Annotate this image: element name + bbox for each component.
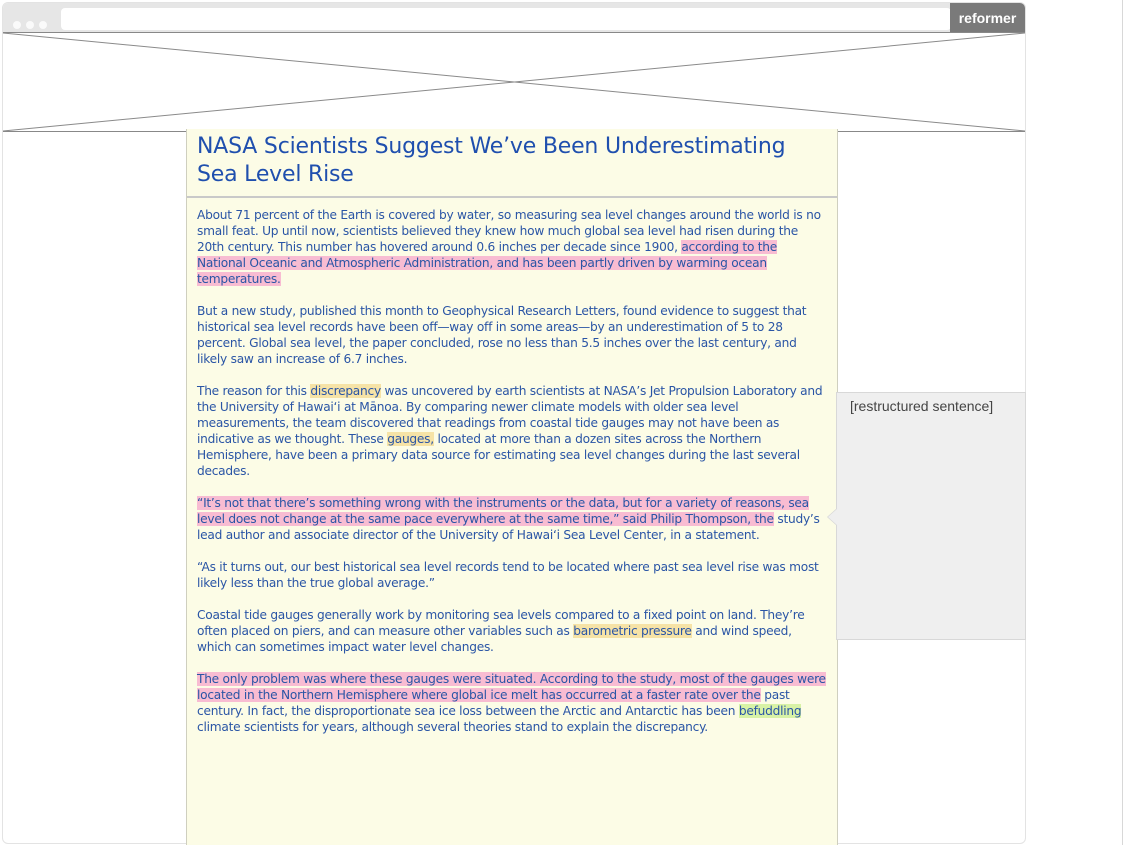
paragraph-text: Coastal tide gauges generally work by monitoring sea levels compared to a fixed point on land. They’re often placed on piers, and can measure other variables such as bbox=[197, 608, 805, 638]
paragraph-text: The reason for this bbox=[197, 384, 311, 398]
window-dot-close[interactable] bbox=[13, 21, 21, 29]
paragraph-text: and wind speed, which can sometimes impact water level changes. bbox=[197, 624, 792, 654]
browser-titlebar bbox=[3, 3, 1025, 34]
article-paragraph bbox=[197, 303, 827, 367]
paragraph-text: “As it turns out, our best historical sea level records tend to be located where past sea level rise was most likely less than the true global average.” bbox=[197, 560, 819, 590]
image-placeholder-cross bbox=[3, 33, 1025, 131]
paragraph-text: past century. In fact, the disproportionate sea ice loss between the Arctic and Antarctic has been bbox=[197, 688, 790, 718]
paragraph-text: study’s lead author and associate director of the University of Hawai‘i Sea Level Center, in a statement. bbox=[197, 512, 820, 542]
article-title: NASA Scientists Suggest We’ve Been Underestimating Sea Level Rise bbox=[187, 129, 837, 198]
article-paragraph bbox=[197, 671, 827, 735]
article-paragraph bbox=[197, 559, 827, 591]
paragraph-text: But a new study, published this month to Geophysical Research Letters, found evidence to suggest that historical sea level records have been off—way off in some areas—by an underestimation of 5 to 28 percent. Global sea level, the paper concluded, rose no less than 5.5 inches over the last century, and likely saw an increase of 6.7 inches. bbox=[197, 304, 807, 366]
paragraph-text: was uncovered by earth scientists at NASA’s Jet Propulsion Laboratory and the University of Hawai‘i at Mānoa. By comparing newer climate models with older sea level measurements, the team discovered that readings from coastal tide gauges may not have been as indicative as we thought. These bbox=[197, 384, 823, 446]
highlighted-word[interactable]: gauges, bbox=[387, 432, 434, 446]
paragraph-text: climate scientists for years, although several theories stand to explain the discrepancy. bbox=[197, 720, 708, 734]
article-body bbox=[187, 198, 837, 735]
hero-image-placeholder bbox=[3, 32, 1025, 132]
window-dot-minimize[interactable] bbox=[26, 21, 34, 29]
article-paragraph bbox=[197, 607, 827, 655]
highlighted-sentence[interactable]: according to the National Oceanic and Atmospheric Administration, and has been partly driven by warming ocean temperatures. bbox=[197, 240, 778, 286]
highlighted-word[interactable]: barometric pressure bbox=[573, 624, 692, 638]
article-paragraph bbox=[197, 383, 827, 479]
page-edge bbox=[1122, 0, 1123, 845]
article-paragraph bbox=[197, 495, 827, 543]
article bbox=[186, 129, 838, 845]
paragraph-text: About 71 percent of the Earth is covered by water, so measuring sea level changes around the world is no small feat. Up until now, scientists believed they knew how much global sea level had risen during the 20th century. This number has hovered around 0.6 inches per decade since 1900, bbox=[197, 208, 821, 254]
annotation-panel bbox=[836, 392, 1026, 640]
brand-logo: reformer bbox=[950, 3, 1025, 33]
highlighted-word[interactable]: discrepancy bbox=[310, 384, 381, 398]
window-dot-maximize[interactable] bbox=[39, 21, 47, 29]
highlighted-sentence[interactable]: The only problem was where these gauges were situated. According to the study, most of the gauges were located in the Northern Hemisphere where global ice melt has occurred at a faster rate over the bbox=[197, 672, 826, 702]
paragraph-text: located at more than a dozen sites across the Northern Hemisphere, have been a primary data source for estimating sea level changes during the last several decades. bbox=[197, 432, 800, 478]
article-paragraph bbox=[197, 207, 827, 287]
highlighted-sentence[interactable]: “It’s not that there’s something wrong with the instruments or the data, but for a variety of reasons, sea level does not change at the same pace everywhere at the same time,” said Philip Thompson, the bbox=[197, 496, 809, 526]
window-controls bbox=[13, 14, 52, 33]
annotation-note: [restructured sentence] bbox=[850, 398, 994, 414]
address-bar[interactable] bbox=[61, 8, 951, 30]
highlighted-word[interactable]: befuddling bbox=[738, 704, 802, 718]
